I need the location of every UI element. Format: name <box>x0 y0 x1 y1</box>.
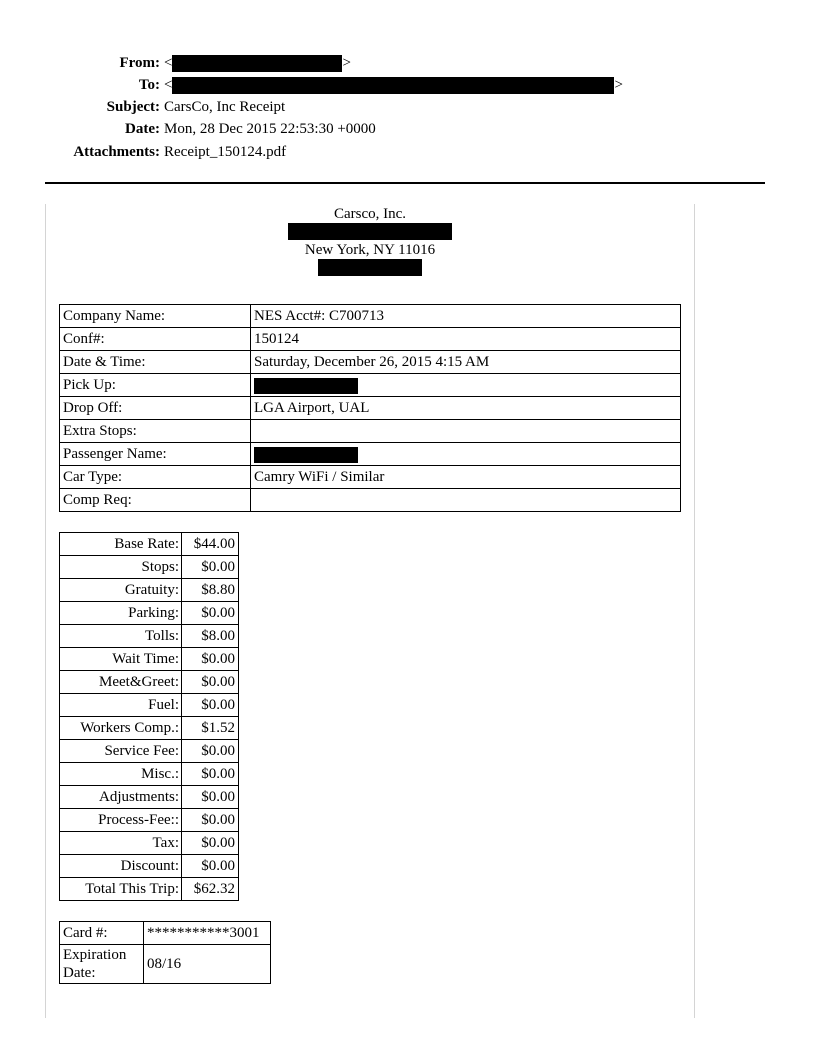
trip-info-table <box>59 304 681 512</box>
card-number-value: ***********3001 <box>144 922 271 945</box>
trip-info-value: Camry WiFi / Similar <box>251 466 681 489</box>
trip-info-value: NES Acct#: C700713 <box>251 305 681 328</box>
trip-info-label: Pick Up: <box>60 374 251 397</box>
table-row <box>60 855 239 878</box>
to-label: To: <box>138 77 160 93</box>
from-redaction <box>172 55 342 72</box>
charge-value: $0.00 <box>182 740 239 763</box>
passenger-redaction <box>254 447 358 463</box>
charge-value: $0.00 <box>182 648 239 671</box>
charge-value: $44.00 <box>182 533 239 556</box>
charge-value: $0.00 <box>182 763 239 786</box>
charge-value: $0.00 <box>182 671 239 694</box>
trip-info-value: Saturday, December 26, 2015 4:15 AM <box>251 351 681 374</box>
table-row <box>60 443 681 466</box>
charge-label: Fuel: <box>60 694 182 717</box>
trip-info-label: Passenger Name: <box>60 443 251 466</box>
trip-info-value: LGA Airport, UAL <box>251 397 681 420</box>
charge-value: $8.00 <box>182 625 239 648</box>
charge-value: $1.52 <box>182 717 239 740</box>
from-gt: > <box>342 55 351 71</box>
charge-value: $0.00 <box>182 855 239 878</box>
table-row <box>60 671 239 694</box>
table-row <box>60 694 239 717</box>
table-row <box>60 397 681 420</box>
table-row <box>60 374 681 397</box>
charge-label: Misc.: <box>60 763 182 786</box>
table-row <box>60 878 239 901</box>
table-row <box>60 717 239 740</box>
total-label: Total This Trip: <box>60 878 182 901</box>
table-row <box>60 305 681 328</box>
subject-value: CarsCo, Inc Receipt <box>164 99 286 115</box>
charge-label: Discount: <box>60 855 182 878</box>
table-row <box>60 763 239 786</box>
charge-value: $0.00 <box>182 832 239 855</box>
table-row <box>60 602 239 625</box>
receipt-frame-right-border <box>694 204 695 1018</box>
trip-info-value <box>251 489 681 512</box>
to-lt: < <box>164 77 173 93</box>
company-city: New York, NY 11016 <box>304 242 436 258</box>
receipt-frame-left-border <box>45 204 46 1018</box>
trip-info-label: Drop Off: <box>60 397 251 420</box>
trip-info-label: Conf#: <box>60 328 251 351</box>
table-row <box>60 328 681 351</box>
trip-info-label: Comp Req: <box>60 489 251 512</box>
total-value: $62.32 <box>182 878 239 901</box>
card-number-label: Card #: <box>60 922 144 945</box>
charge-label: Stops: <box>60 556 182 579</box>
charges-table <box>59 532 239 901</box>
expiration-label <box>60 945 144 984</box>
phone-redaction <box>318 259 422 276</box>
table-row <box>60 533 239 556</box>
table-row <box>60 786 239 809</box>
header-divider <box>45 182 765 184</box>
charge-value: $0.00 <box>182 786 239 809</box>
date-label: Date: <box>125 121 160 137</box>
payment-table <box>59 921 271 984</box>
trip-info-label: Car Type: <box>60 466 251 489</box>
charge-value: $0.00 <box>182 809 239 832</box>
date-value: Mon, 28 Dec 2015 22:53:30 +0000 <box>164 121 376 137</box>
charge-label: Base Rate: <box>60 533 182 556</box>
trip-info-value <box>251 374 681 397</box>
charge-value: $0.00 <box>182 694 239 717</box>
table-row <box>60 740 239 763</box>
trip-info-value <box>251 420 681 443</box>
charge-label: Adjustments: <box>60 786 182 809</box>
table-row <box>60 945 271 984</box>
pickup-redaction <box>254 378 358 394</box>
to-value <box>164 76 623 94</box>
trip-info-label: Extra Stops: <box>60 420 251 443</box>
company-name: Carsco, Inc. <box>333 206 407 222</box>
charge-label: Wait Time: <box>60 648 182 671</box>
table-row <box>60 922 271 945</box>
table-row <box>60 579 239 602</box>
table-row <box>60 466 681 489</box>
charge-label: Workers Comp.: <box>60 717 182 740</box>
charge-label: Meet&Greet: <box>60 671 182 694</box>
expiration-value: 08/16 <box>144 945 271 984</box>
charge-label: Process-Fee:: <box>60 809 182 832</box>
trip-info-value: 150124 <box>251 328 681 351</box>
attachment-link[interactable]: Receipt_150124.pdf <box>164 144 287 160</box>
table-row <box>60 809 239 832</box>
table-row <box>60 489 681 512</box>
to-redaction <box>172 77 614 94</box>
attachments-label: Attachments: <box>73 144 160 160</box>
table-row <box>60 351 681 374</box>
expiration-label-line-2: Date: <box>63 965 96 981</box>
subject-label: Subject: <box>106 99 160 115</box>
from-lt: < <box>164 55 173 71</box>
from-value <box>164 54 351 72</box>
charge-label: Service Fee: <box>60 740 182 763</box>
charge-label: Tax: <box>60 832 182 855</box>
charge-value: $0.00 <box>182 556 239 579</box>
trip-info-value <box>251 443 681 466</box>
charge-label: Parking: <box>60 602 182 625</box>
charge-value: $0.00 <box>182 602 239 625</box>
table-row <box>60 832 239 855</box>
trip-info-label: Company Name: <box>60 305 251 328</box>
table-row <box>60 625 239 648</box>
table-row <box>60 420 681 443</box>
to-gt: > <box>614 77 623 93</box>
charge-value: $8.80 <box>182 579 239 602</box>
expiration-label-line-1: Expiration <box>63 947 127 963</box>
trip-info-label: Date & Time: <box>60 351 251 374</box>
address-redaction <box>288 223 452 240</box>
table-row <box>60 648 239 671</box>
from-label: From: <box>119 55 160 71</box>
charge-label: Gratuity: <box>60 579 182 602</box>
charge-label: Tolls: <box>60 625 182 648</box>
table-row <box>60 556 239 579</box>
